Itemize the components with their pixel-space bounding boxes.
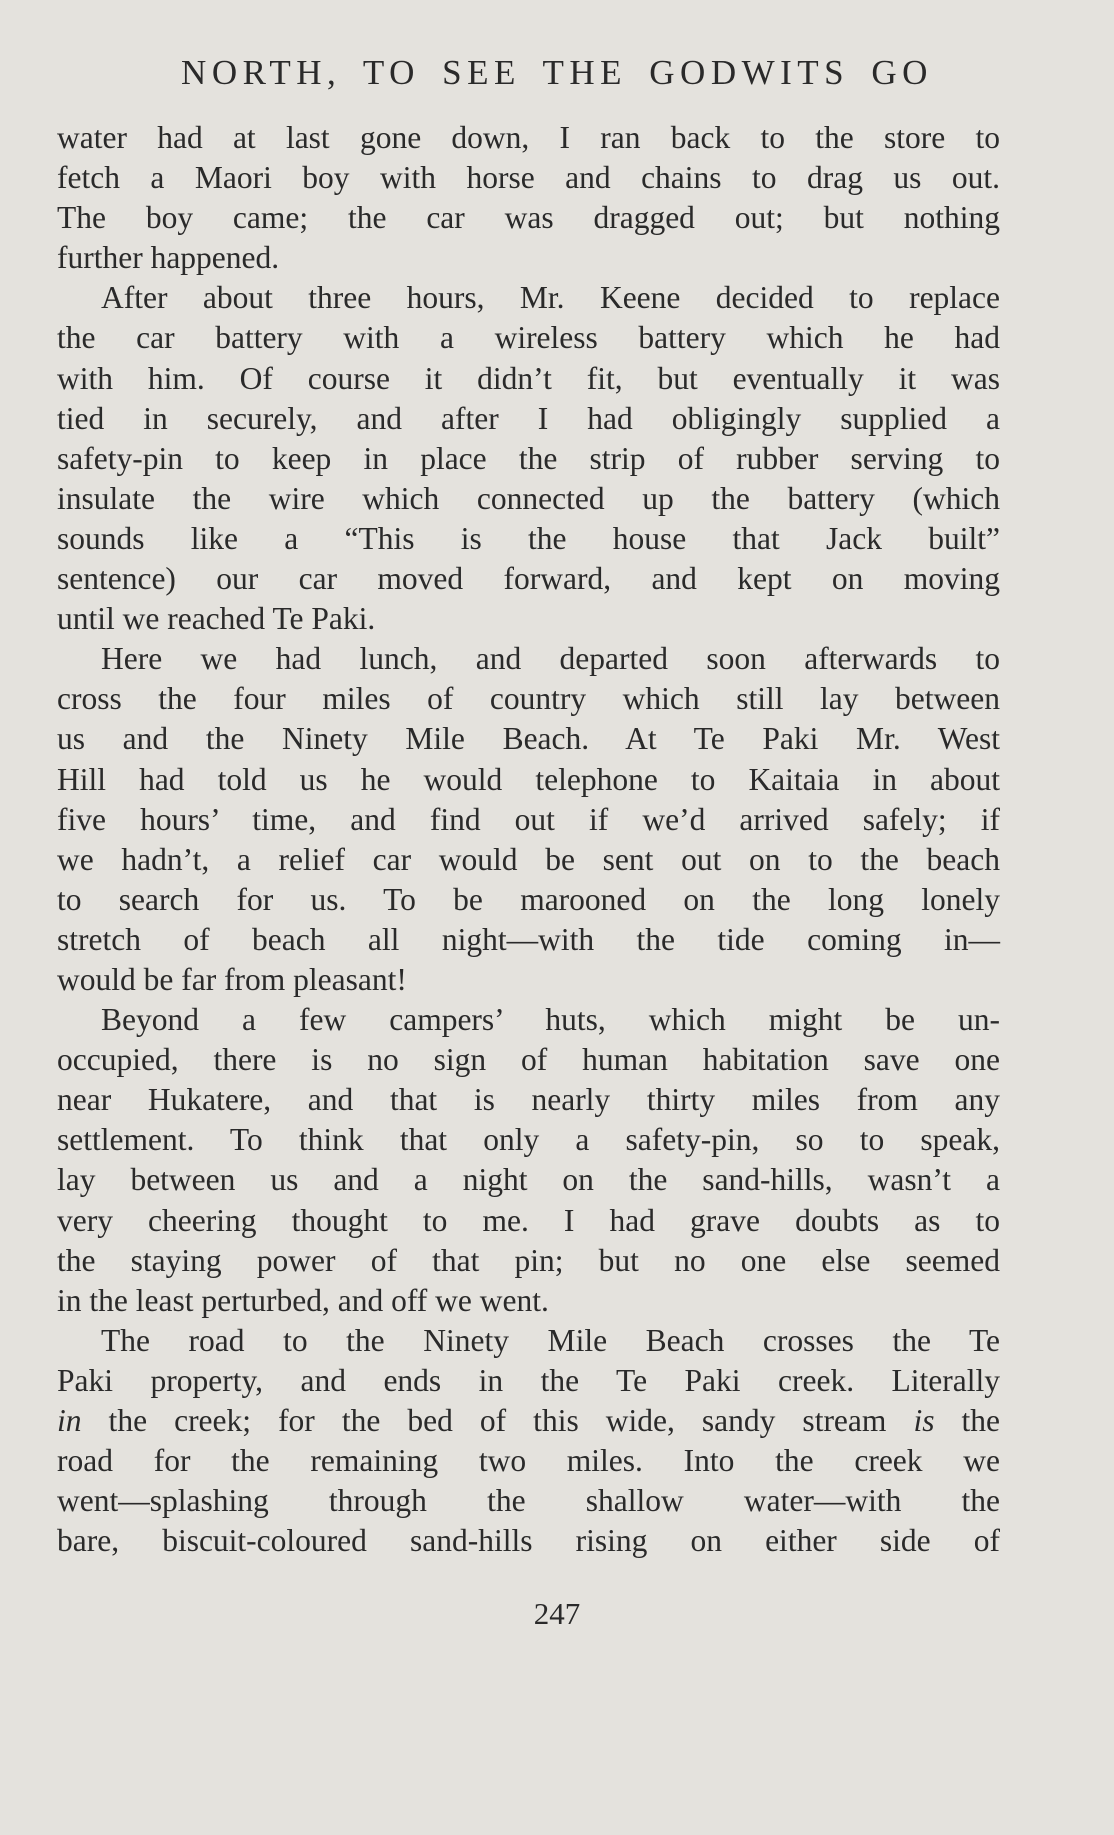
text-line: stretch of beach all night—with the tide coming in— — [57, 921, 1000, 957]
text-line: settlement. To think that only a safety-pin, so to speak, — [57, 1122, 1000, 1158]
text-line: Hill had told us he would telephone to Kaitaia in about — [57, 761, 1000, 797]
paragraph-first-line: The road to the Ninety Mile Beach crosses the Te — [101, 1322, 1000, 1358]
text-line: we hadn’t, a relief car would be sent out on to the beach — [57, 841, 1000, 877]
paragraph-first-line: Beyond a few campers’ huts, which might be un- — [101, 1002, 1000, 1038]
text-line: in the least perturbed, and off we went. — [57, 1282, 549, 1318]
text-line: tied in securely, and after I had obligingly supplied a — [57, 400, 1000, 436]
text-line: bare, biscuit-coloured sand-hills rising on either side of — [57, 1523, 1000, 1559]
text-line: occupied, there is no sign of human habitation save one — [57, 1042, 1000, 1078]
text-line — [57, 1401, 1000, 1441]
italic-emphasis: is — [913, 1403, 935, 1438]
text-line: insulate the wire which connected up the battery (which — [57, 480, 1000, 516]
text-line: further happened. — [57, 240, 280, 276]
text-line: us and the Ninety Mile Beach. At Te Paki Mr. West — [57, 721, 1000, 757]
text-line: would be far from pleasant! — [57, 961, 407, 997]
text-line: five hours’ time, and find out if we’d arrived safely; if — [57, 801, 1000, 837]
paragraph-first-line: Here we had lunch, and departed soon afterwards to — [101, 641, 1000, 677]
text-line: lay between us and a night on the sand-hills, wasn’t a — [57, 1162, 1000, 1198]
text-line: safety-pin to keep in place the strip of rubber serving to — [57, 440, 1000, 476]
text-line: The boy came; the car was dragged out; but nothing — [57, 200, 1000, 236]
text-line: near Hukatere, and that is nearly thirty miles from any — [57, 1082, 1000, 1118]
text-run: the — [934, 1403, 1000, 1438]
text-line: the staying power of that pin; but no one else seemed — [57, 1242, 1000, 1278]
text-line: cross the four miles of country which still lay between — [57, 681, 1000, 717]
text-line: Paki property, and ends in the Te Paki creek. Literally — [57, 1362, 1000, 1398]
text-line: the car battery with a wireless battery which he had — [57, 320, 1000, 356]
running-head: NORTH, TO SEE THE GODWITS GO — [181, 53, 933, 92]
text-line: to search for us. To be marooned on the long lonely — [57, 881, 1000, 917]
text-line: road for the remaining two miles. Into the creek we — [57, 1443, 1000, 1479]
italic-emphasis: in — [57, 1403, 82, 1438]
text-run: the creek; for the bed of this wide, sandy stream — [81, 1403, 914, 1438]
text-line: sentence) our car moved forward, and kept on moving — [57, 561, 1000, 597]
paragraph-first-line: After about three hours, Mr. Keene decided to replace — [101, 280, 1000, 316]
text-line: until we reached Te Paki. — [57, 601, 376, 637]
text-line: water had at last gone down, I ran back to the store to — [57, 120, 1000, 155]
text-line: very cheering thought to me. I had grave doubts as to — [57, 1202, 1000, 1238]
text-line: with him. Of course it didn’t fit, but eventually it was — [57, 360, 1000, 396]
text-line: went—splashing through the shallow water—with the — [57, 1483, 1000, 1519]
page-number: 247 — [533, 1596, 581, 1631]
body-text — [57, 118, 1000, 1561]
text-line: fetch a Maori boy with horse and chains to drag us out. — [57, 160, 1000, 196]
text-line: sounds like a “This is the house that Jack built” — [57, 520, 1000, 556]
